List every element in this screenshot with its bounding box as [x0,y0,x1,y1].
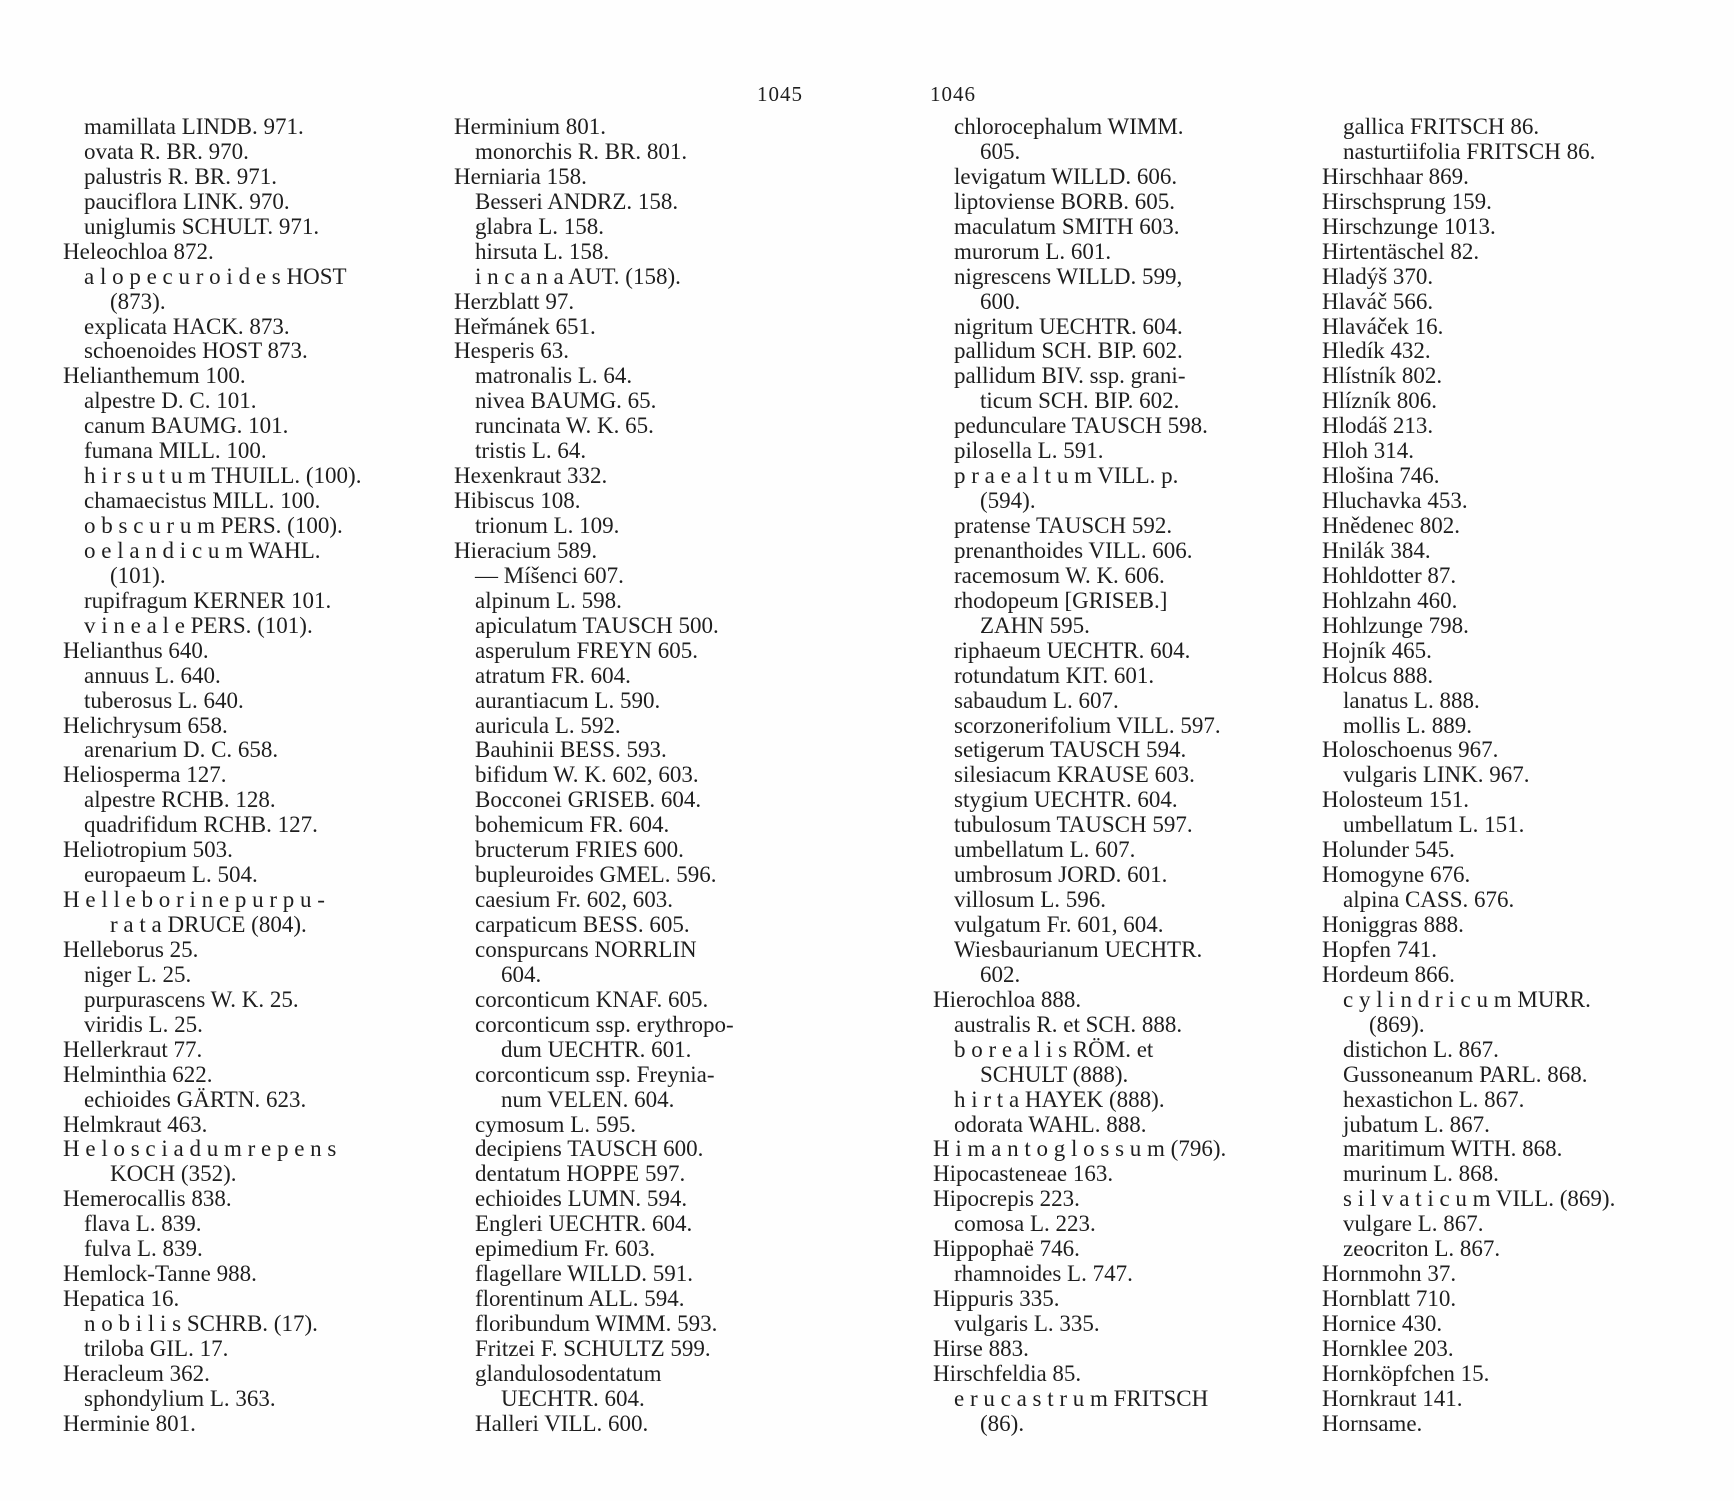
index-subentry: atratum FR. 604. [475,662,631,688]
index-subentry: zeocriton L. 867. [1343,1236,1501,1262]
index-headword: Hornice 430. [1322,1311,1443,1336]
index-headword: H e l o s c i a d u m r e p e n s [63,1136,337,1162]
index-subentry: pallidum SCH. BIP. 602. [954,338,1183,364]
index-subentry: alpestre D. C. 101. [84,388,257,414]
index-subentry: auricula L. 592. [475,712,621,738]
index-continuation: 605. [980,138,1021,164]
index-subentry: o b s c u r u m PERS. (100). [84,513,343,538]
index-headword: Heleochloa 872. [63,238,214,264]
index-subentry: glandulosodentatum [475,1360,662,1386]
page-number-right: 1046 [930,82,976,106]
index-headword: H i m a n t o g l o s s u m (796). [933,1136,1227,1162]
index-headword: Hopfen 741. [1322,936,1437,962]
index-continuation: ticum SCH. BIP. 602. [980,388,1180,414]
index-subentry: dentatum HOPPE 597. [475,1161,686,1187]
index-headword: Holcus 888. [1322,662,1434,688]
index-subentry: carpaticum BESS. 605. [475,912,690,937]
index-headword: Hlošina 746. [1322,463,1440,489]
index-subentry: gallica FRITSCH 86. [1343,114,1540,139]
index-subentry: n o b i l i s SCHRB. (17). [84,1311,318,1336]
index-headword: Honiggras 888. [1322,912,1464,937]
index-subentry: nigrescens WILLD. 599, [954,263,1183,289]
index-subentry: v i n e a l e PERS. (101). [84,612,313,638]
index-subentry: s i l v a t i c u m VILL. (869). [1343,1186,1616,1212]
index-subentry: sabaudum L. 607. [954,687,1119,713]
index-subentry: liptoviense BORB. 605. [954,188,1176,214]
index-subentry: apiculatum TAUSCH 500. [475,612,719,638]
index-subentry: scorzonerifolium VILL. 597. [954,712,1221,738]
index-headword: Helianthemum 100. [63,363,246,389]
index-subentry: decipiens TAUSCH 600. [475,1136,704,1162]
index-subentry: a l o p e c u r o i d e s HOST [84,263,347,289]
index-continuation: 600. [980,288,1021,314]
index-headword: Hexenkraut 332. [454,463,608,489]
index-headword: Hlaváček 16. [1322,313,1444,339]
index-headword: Hojník 465. [1322,637,1432,663]
index-continuation: (594). [980,488,1036,514]
index-subentry: h i r s u t u m THUILL. (100). [84,463,362,489]
index-column-4 [1322,115,1615,1437]
index-subentry: rhamnoides L. 747. [954,1261,1133,1287]
index-subentry: umbellatum L. 607. [954,837,1136,863]
index-subentry: odorata WAHL. 888. [954,1111,1147,1137]
index-subentry: triloba GIL. 17. [84,1335,229,1361]
index-subentry: Wiesbaurianum UECHTR. [954,936,1203,962]
index-subentry: riphaeum UECHTR. 604. [954,637,1191,663]
index-headword: Hirschhaar 869. [1322,163,1469,189]
index-column-3 [933,115,1226,1437]
index-subentry: mollis L. 889. [1343,712,1473,738]
index-headword: Hemerocallis 838. [63,1186,232,1212]
index-subentry: monorchis R. BR. 801. [475,138,688,164]
index-subentry: fulva L. 839. [84,1236,203,1262]
index-headword: Hemlock-Tanne 988. [63,1261,257,1287]
index-headword: Hesperis 63. [454,338,569,364]
index-subentry: pratense TAUSCH 592. [954,513,1173,538]
index-headword: Hnilák 384. [1322,537,1431,563]
index-headword: Hordeum 866. [1322,961,1455,987]
index-subentry: corconticum KNAF. 605. [475,986,709,1012]
index-headword: Hohlzunge 798. [1322,612,1469,638]
index-headword: Hornklee 203. [1322,1335,1454,1361]
index-headword: Hohlzahn 460. [1322,587,1458,613]
index-subentry: echioides GÄRTN. 623. [84,1086,307,1112]
index-subentry: murorum L. 601. [954,238,1112,264]
index-headword: Heliotropium 503. [63,837,233,863]
index-subentry: lanatus L. 888. [1343,687,1480,713]
index-subentry: arenarium D. C. 658. [84,737,279,763]
index-headword: Herzblatt 97. [454,288,575,314]
index-headword: Hierochloa 888. [933,986,1082,1012]
index-headword: Hornmohn 37. [1322,1261,1457,1287]
index-subentry: i n c a n a AUT. (158). [475,263,681,289]
index-subentry: palustris R. BR. 971. [84,163,277,189]
index-headword: Hirschzunge 1013. [1322,213,1496,239]
index-headword: Hieracium 589. [454,537,598,563]
index-subentry: villosum L. 596. [954,887,1107,913]
index-subentry: sphondylium L. 363. [84,1385,276,1411]
index-headword: Hlaváč 566. [1322,288,1434,314]
index-subentry: umbrosum JORD. 601. [954,862,1168,888]
index-subentry: schoenoides HOST 873. [84,338,308,364]
index-subentry: flava L. 839. [84,1211,202,1237]
index-headword: Hippophaë 746. [933,1236,1080,1262]
index-column-2 [454,115,734,1437]
index-subentry: tristis L. 64. [475,438,587,464]
index-subentry: vulgaris L. 335. [954,1311,1100,1336]
index-headword: Hippuris 335. [933,1286,1060,1312]
index-subentry: Halleri VILL. 600. [475,1410,649,1436]
index-subentry: vulgare L. 867. [1343,1211,1484,1237]
index-headword: Herniaria 158. [454,163,587,189]
index-subentry: rupifragum KERNER 101. [84,587,332,613]
index-headword: Hlístník 802. [1322,363,1443,389]
index-headword: Hepatica 16. [63,1286,180,1312]
index-subentry: p r a e a l t u m VILL. p. [954,463,1179,489]
index-subentry: explicata HACK. 873. [84,313,290,339]
index-headword: Heracleum 362. [63,1360,210,1386]
index-subentry: pedunculare TAUSCH 598. [954,413,1208,439]
index-subentry: silesiacum KRAUSE 603. [954,762,1195,788]
index-headword: Helmkraut 463. [63,1111,208,1137]
index-subentry: — Míšenci 607. [475,562,624,588]
index-subentry: trionum L. 109. [475,513,620,538]
index-subentry: setigerum TAUSCH 594. [954,737,1187,763]
index-subentry: vulgatum Fr. 601, 604. [954,912,1164,937]
index-subentry: tuberosus L. 640. [84,687,244,713]
index-subentry: Gussoneanum PARL. 868. [1343,1061,1588,1087]
index-headword: Hibiscus 108. [454,488,581,514]
index-headword: Hirschfeldia 85. [933,1360,1082,1386]
index-subentry: chlorocephalum WIMM. [954,114,1184,139]
index-subentry: b o r e a l i s RÖM. et [954,1036,1154,1062]
page-number-left: 1045 [757,82,803,106]
index-headword: Hledík 432. [1322,338,1431,364]
index-subentry: runcinata W. K. 65. [475,413,654,439]
index-headword: Holoschoenus 967. [1322,737,1499,763]
index-subentry: levigatum WILLD. 606. [954,163,1178,189]
index-subentry: bupleuroides GMEL. 596. [475,862,717,888]
index-headword: Hirschsprung 159. [1322,188,1492,214]
index-subentry: florentinum ALL. 594. [475,1286,685,1312]
index-subentry: nasturtiifolia FRITSCH 86. [1343,138,1596,164]
index-headword: Hluchavka 453. [1322,488,1468,514]
index-headword: Heliosperma 127. [63,762,227,788]
index-continuation: UECHTR. 604. [501,1385,645,1411]
index-subentry: pallidum BIV. ssp. grani- [954,363,1186,389]
index-subentry: maculatum SMITH 603. [954,213,1180,239]
index-subentry: epimedium Fr. 603. [475,1236,656,1262]
index-headword: Hirse 883. [933,1335,1029,1361]
index-subentry: umbellatum L. 151. [1343,812,1525,838]
index-subentry: maritimum WITH. 868. [1343,1136,1563,1162]
index-subentry: corconticum ssp. erythropo- [475,1011,734,1037]
index-headword: H e l l e b o r i n e p u r p u - [63,887,325,913]
index-subentry: murinum L. 868. [1343,1161,1499,1187]
index-headword: Holunder 545. [1322,837,1455,863]
index-subentry: hexastichon L. 867. [1343,1086,1525,1112]
index-subentry: e r u c a s t r u m FRITSCH [954,1385,1209,1411]
index-subentry: niger L. 25. [84,961,192,987]
index-subentry: stygium UECHTR. 604. [954,787,1178,813]
index-subentry: canum BAUMG. 101. [84,413,289,439]
index-subentry: distichon L. 867. [1343,1036,1499,1062]
index-subentry: tubulosum TAUSCH 597. [954,812,1193,838]
index-subentry: nivea BAUMG. 65. [475,388,657,414]
index-headword: Hipocrepis 223. [933,1186,1080,1212]
index-subentry: nigritum UECHTR. 604. [954,313,1183,339]
index-subentry: chamaecistus MILL. 100. [84,488,321,514]
index-headword: Heřmánek 651. [454,313,596,339]
index-continuation: (86). [980,1410,1025,1436]
index-subentry: alpestre RCHB. 128. [84,787,276,813]
index-headword: Helleborus 25. [63,936,199,962]
index-subentry: aurantiacum L. 590. [475,687,661,713]
index-headword: Hirtentäschel 82. [1322,238,1480,264]
index-subentry: floribundum WIMM. 593. [475,1311,718,1336]
index-subentry: prenanthoides VILL. 606. [954,537,1193,563]
index-subentry: racemosum W. K. 606. [954,562,1165,588]
index-subentry: alpina CASS. 676. [1343,887,1515,913]
index-headword: Hnědenec 802. [1322,513,1460,538]
index-headword: Hellerkraut 77. [63,1036,203,1062]
index-subentry: pilosella L. 591. [954,438,1104,464]
index-headword: Herminium 801. [454,114,607,139]
index-subentry: comosa L. 223. [954,1211,1096,1237]
index-subentry: vulgaris LINK. 967. [1343,762,1530,788]
index-subentry: asperulum FREYN 605. [475,637,698,663]
index-continuation: (869). [1369,1011,1425,1037]
index-subentry: australis R. et SCH. 888. [954,1011,1183,1037]
index-headword: Hornköpfchen 15. [1322,1360,1490,1386]
index-subentry: alpinum L. 598. [475,587,622,613]
index-subentry: bructerum FRIES 600. [475,837,684,863]
index-subentry: corconticum ssp. Freynia- [475,1061,715,1087]
index-headword: Hloh 314. [1322,438,1414,464]
index-continuation: r a t a DRUCE (804). [110,912,307,937]
index-headword: Hlodáš 213. [1322,413,1434,439]
index-headword: Helminthia 622. [63,1061,213,1087]
index-subentry: glabra L. 158. [475,213,605,239]
index-continuation: KOCH (352). [110,1161,237,1187]
index-continuation: num VELEN. 604. [501,1086,675,1112]
index-continuation: (873). [110,288,166,314]
index-continuation: dum UECHTR. 601. [501,1036,692,1062]
index-subentry: annuus L. 640. [84,662,221,688]
index-headword: Hornblatt 710. [1322,1286,1457,1312]
index-headword: Helichrysum 658. [63,712,228,738]
index-subentry: quadrifidum RCHB. 127. [84,812,318,838]
index-headword: Hlízník 806. [1322,388,1437,414]
index-subentry: hirsuta L. 158. [475,238,610,264]
index-column-1 [63,115,361,1437]
index-headword: Hipocasteneae 163. [933,1161,1114,1187]
index-subentry: caesium Fr. 602, 603. [475,887,674,913]
index-continuation: (101). [110,562,166,588]
index-headword: Hladýš 370. [1322,263,1434,289]
index-subentry: ovata R. BR. 970. [84,138,249,164]
index-subentry: c y l i n d r i c u m MURR. [1343,986,1591,1012]
index-subentry: Fritzei F. SCHULTZ 599. [475,1335,711,1361]
index-subentry: echioides LUMN. 594. [475,1186,688,1212]
index-continuation: ZAHN 595. [980,612,1090,638]
index-continuation: 602. [980,961,1021,987]
index-subentry: Besseri ANDRZ. 158. [475,188,679,214]
index-headword: Homogyne 676. [1322,862,1471,888]
index-subentry: Bauhinii BESS. 593. [475,737,667,763]
index-headword: Hohldotter 87. [1322,562,1457,588]
index-subentry: mamillata LINDB. 971. [84,114,304,139]
index-subentry: bifidum W. K. 602, 603. [475,762,699,788]
index-subentry: h i r t a HAYEK (888). [954,1086,1165,1112]
index-subentry: cymosum L. 595. [475,1111,636,1137]
index-subentry: jubatum L. 867. [1343,1111,1490,1137]
index-continuation: SCHULT (888). [980,1061,1129,1087]
index-subentry: viridis L. 25. [84,1011,203,1037]
index-headword: Helianthus 640. [63,637,209,663]
index-subentry: rotundatum KIT. 601. [954,662,1155,688]
index-subentry: conspurcans NORRLIN [475,936,697,962]
index-subentry: pauciflora LINK. 970. [84,188,290,214]
index-subentry: purpurascens W. K. 25. [84,986,299,1012]
index-subentry: Bocconei GRISEB. 604. [475,787,702,813]
index-headword: Herminie 801. [63,1410,196,1436]
index-headword: Holosteum 151. [1322,787,1469,813]
index-subentry: flagellare WILLD. 591. [475,1261,693,1287]
index-headword: Hornkraut 141. [1322,1385,1463,1411]
index-subentry: rhodopeum [GRISEB.] [954,587,1168,613]
index-subentry: Engleri UECHTR. 604. [475,1211,693,1237]
index-subentry: o e l a n d i c u m WAHL. [84,537,321,563]
index-headword: Hornsame. [1322,1410,1423,1436]
index-continuation: 604. [501,961,542,987]
index-subentry: europaeum L. 504. [84,862,258,888]
index-subentry: matronalis L. 64. [475,363,633,389]
index-subentry: uniglumis SCHULT. 971. [84,213,320,239]
index-subentry: bohemicum FR. 604. [475,812,670,838]
index-subentry: fumana MILL. 100. [84,438,267,464]
